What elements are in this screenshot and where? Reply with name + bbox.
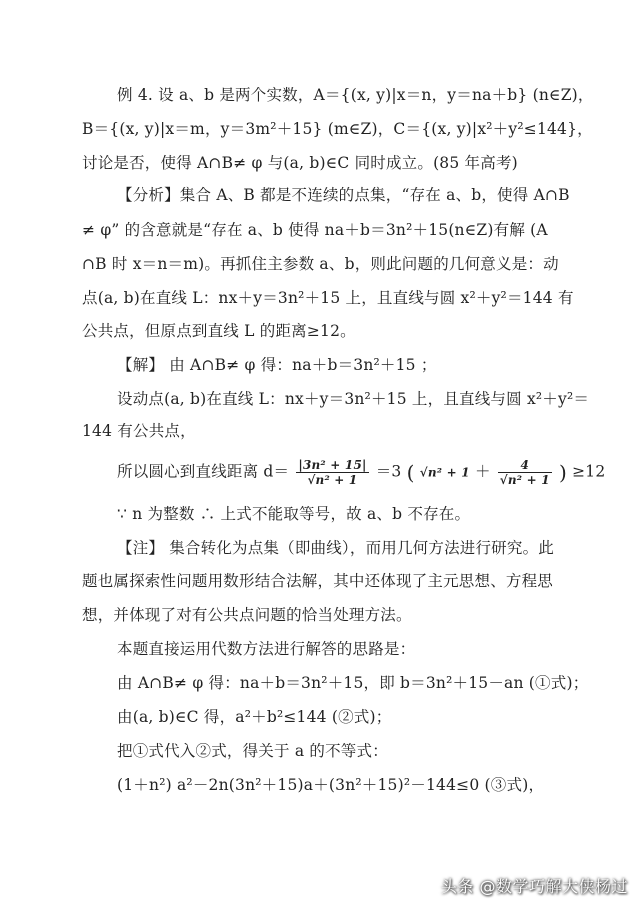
algebra-line-3: 由(a, b)∈C 得，a²＋b²≤144 (②式)；: [117, 708, 392, 726]
solution-line-2: 设动点(a, b)在直线 L：nx＋y＝3n²＋15 上，且直线与圆 x²＋y²＝: [117, 390, 590, 408]
fraction-2-denominator: √n² + 1: [499, 473, 550, 487]
example-line-3: 讨论是否，使得 A∩B≠ φ 与(a, b)∈C 同时成立。(85 年高考): [82, 154, 518, 172]
right-paren: ): [558, 460, 567, 485]
fraction-1: [296, 458, 368, 487]
analysis-line-1: 【分析】集合 A、B 都是不连续的点集，“存在 a、b，使得 A∩B: [117, 186, 570, 204]
solution-line-3: 144 有公共点，: [82, 422, 196, 440]
sqrt-term: √n² + 1: [419, 465, 470, 480]
analysis-line-2: ≠ φ” 的含意就是“存在 a、b 使得 na＋b＝3n²＋15(n∈Z)有解 (A: [82, 221, 548, 239]
fraction-2-numerator: 4: [498, 458, 552, 473]
analysis-line-4: 点(a, b)在直线 L：nx＋y＝3n²＋15 上，且直线与圆 x²＋y²＝144 有: [82, 289, 574, 307]
note-line-2: 题也属探索性问题用数形结合法解，其中还体现了主元思想、方程思: [82, 572, 554, 590]
distance-formula-suffix: ≥12: [572, 462, 606, 481]
fraction-1-numerator: |3n² + 15|: [298, 458, 367, 472]
plus-sign: ＋: [474, 462, 491, 481]
analysis-line-5: 公共点，但原点到直线 L 的距离≥12。: [82, 322, 356, 340]
algebra-line-5: (1＋n²) a²－2n(3n²＋15)a＋(3n²＋15)²－144≤0 (③式)，: [117, 776, 545, 794]
algebra-line-4: 把①式代入②式，得关于 a 的不等式：: [117, 742, 388, 760]
note-line-3: 想，并体现了对有公共点问题的恰当处理方法。: [82, 606, 412, 624]
example-line-1: 例 4. 设 a、b 是两个实数，A＝{(x, y)|x＝n，y＝na＋b} (n∈Z)，: [117, 86, 594, 104]
analysis-line-3: ∩B 时 x＝n＝m)。再抓住主参数 a、b，则此问题的几何意义是：动: [82, 255, 559, 273]
conclusion-line: ∵ n 为整数 ∴ 上式不能取等号，故 a、b 不存在。: [117, 505, 471, 523]
left-paren: (: [406, 460, 415, 485]
fraction-1-denominator: √n² + 1: [307, 473, 358, 487]
algebra-line-2: 由 A∩B≠ φ 得：na＋b＝3n²＋15，即 b＝3n²＋15－an (①式)；: [117, 674, 589, 692]
fraction-2: [498, 458, 552, 487]
watermark: 头条 @数学巧解大侠杨过: [440, 877, 628, 896]
distance-formula-line: [117, 458, 605, 487]
solution-line-1: 【解】 由 A∩B≠ φ 得：na＋b＝3n²＋15 ；: [117, 356, 437, 374]
algebra-line-1: 本题直接运用代数方法进行解答的思路是：: [117, 640, 416, 658]
distance-formula-prefix: 所以圆心到直线距离 d＝: [117, 462, 290, 481]
example-line-2: B＝{(x, y)|x＝m，y＝3m²＋15} (m∈Z)，C＝{(x, y)|x²＋y²≤144}，: [82, 120, 593, 138]
distance-formula-equals: ＝3: [375, 462, 402, 481]
note-line-1: 【注】 集合转化为点集（即曲线），而用几何方法进行研究。此: [117, 539, 554, 557]
